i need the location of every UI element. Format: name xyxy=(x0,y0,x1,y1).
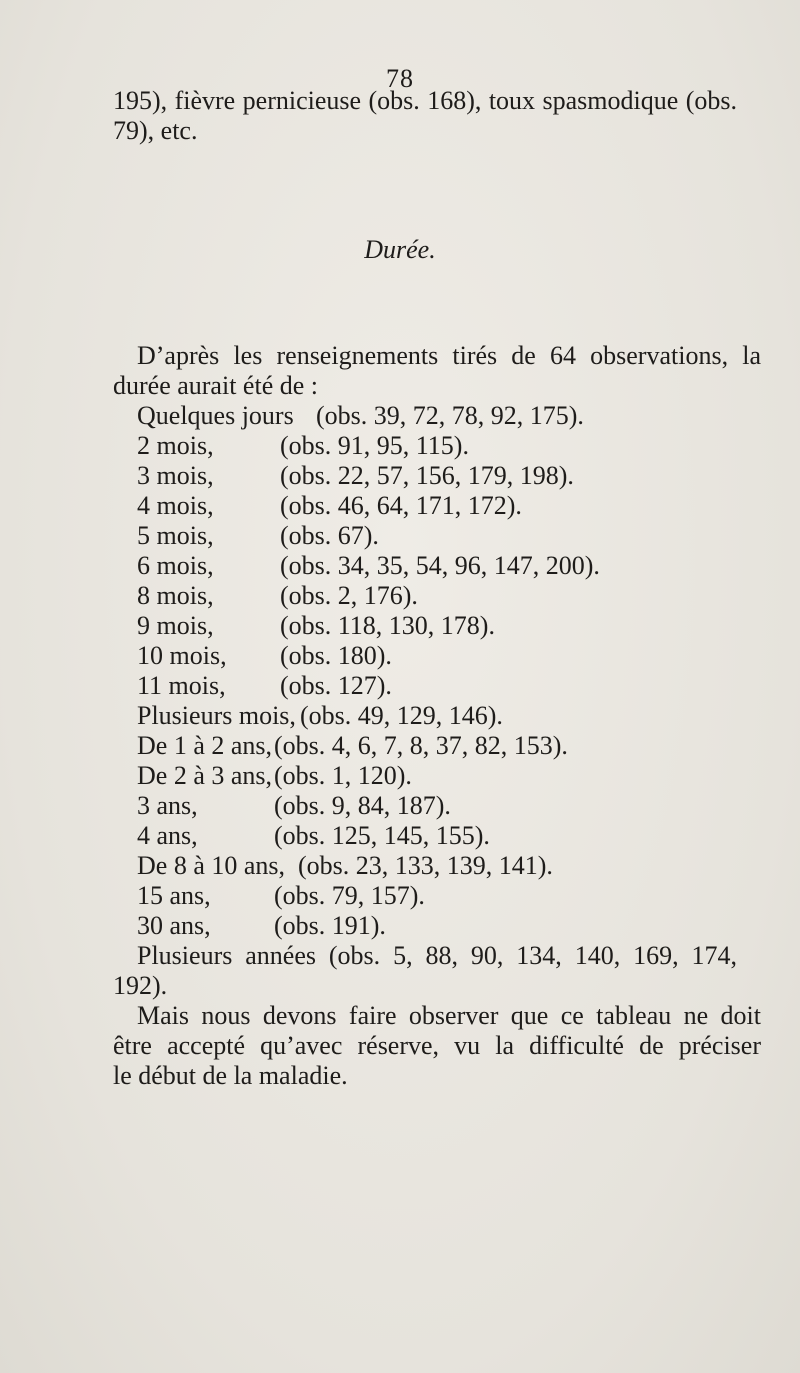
conclusion-line-3: le début de la maladie. xyxy=(113,1061,348,1090)
duration-label: De 8 à 10 ans, xyxy=(137,851,286,880)
duration-label: 8 mois, xyxy=(137,581,214,610)
duration-obs: (obs. 34, 35, 54, 96, 147, 200). xyxy=(280,551,600,580)
several-years-line-2: 192). xyxy=(113,971,168,1000)
duration-obs: (obs. 2, 176). xyxy=(280,581,418,610)
conclusion-line-2: être accepté qu’avec réserve, vu la difficulté de préciser xyxy=(113,1031,761,1060)
duration-label: 3 mois, xyxy=(137,461,214,490)
duration-obs: (obs. 46, 64, 171, 172). xyxy=(280,491,522,520)
duration-label: Plusieurs mois, xyxy=(137,701,296,730)
duration-label: 15 ans, xyxy=(137,881,211,910)
duration-obs: (obs. 79, 157). xyxy=(274,881,425,910)
duration-obs: (obs. 49, 129, 146). xyxy=(300,701,503,730)
page-number: 78 xyxy=(386,64,414,93)
duration-obs: (obs. 180). xyxy=(280,641,392,670)
duration-obs: (obs. 39, 72, 78, 92, 175). xyxy=(316,401,584,430)
duration-label: 6 mois, xyxy=(137,551,214,580)
duration-obs: (obs. 118, 130, 178). xyxy=(280,611,495,640)
section-heading: Durée. xyxy=(364,235,436,264)
duration-obs: (obs. 67). xyxy=(280,521,379,550)
duration-obs: (obs. 1, 120). xyxy=(274,761,412,790)
duration-obs: (obs. 127). xyxy=(280,671,392,700)
intro-line-2: 79), etc. xyxy=(113,116,198,145)
duration-obs: (obs. 91, 95, 115). xyxy=(280,431,469,460)
duration-label: 30 ans, xyxy=(137,911,211,940)
duration-label: 2 mois, xyxy=(137,431,214,460)
duration-label: Quelques jours xyxy=(137,401,294,430)
conclusion-line-1: Mais nous devons faire observer que ce tableau ne doit xyxy=(137,1001,761,1030)
duration-obs: (obs. 9, 84, 187). xyxy=(274,791,451,820)
duration-label: 5 mois, xyxy=(137,521,214,550)
duration-obs: (obs. 23, 133, 139, 141). xyxy=(298,851,553,880)
several-years-line-1: Plusieurs années (obs. 5, 88, 90, 134, 140, 169, 174, xyxy=(137,941,737,970)
duration-label: De 1 à 2 ans, xyxy=(137,731,273,760)
duration-obs: (obs. 191). xyxy=(274,911,386,940)
duration-label: 11 mois, xyxy=(137,671,226,700)
duration-label: 3 ans, xyxy=(137,791,198,820)
duration-label: 4 mois, xyxy=(137,491,214,520)
duration-label: 9 mois, xyxy=(137,611,214,640)
duration-obs: (obs. 22, 57, 156, 179, 198). xyxy=(280,461,574,490)
paragraph-line-2: durée aurait été de : xyxy=(113,371,318,400)
duration-obs: (obs. 4, 6, 7, 8, 37, 82, 153). xyxy=(274,731,568,760)
duration-label: De 2 à 3 ans, xyxy=(137,761,273,790)
duration-label: 10 mois, xyxy=(137,641,227,670)
paragraph-line-1: D’après les renseignements tirés de 64 observations, la xyxy=(137,341,761,370)
duration-obs: (obs. 125, 145, 155). xyxy=(274,821,490,850)
duration-label: 4 ans, xyxy=(137,821,198,850)
intro-line-1: 195), fièvre pernicieuse (obs. 168), toux spasmodique (obs. xyxy=(113,86,737,115)
